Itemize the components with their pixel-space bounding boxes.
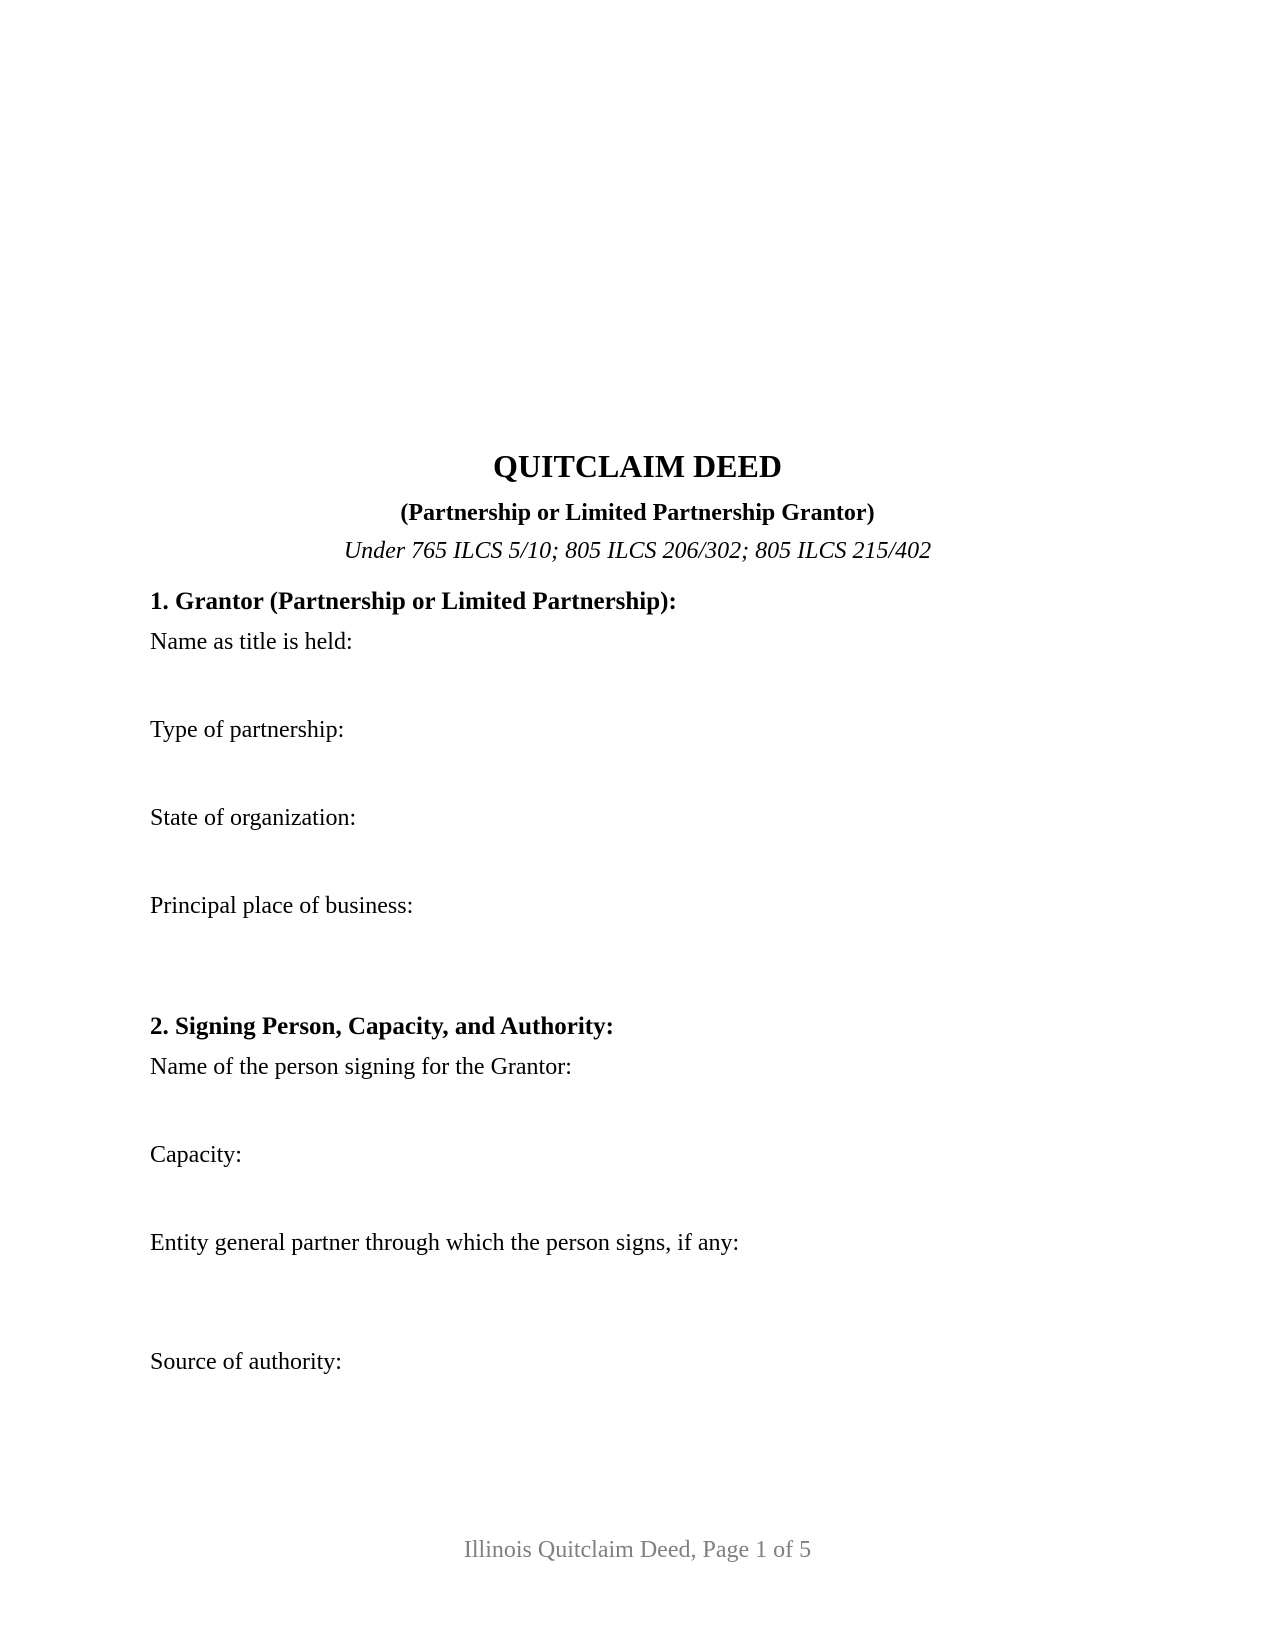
entity-general-partner-label: Entity general partner through which the person signs, if any: [150, 1230, 740, 1256]
page-footer: Illinois Quitclaim Deed, Page 1 of 5 [463, 1537, 812, 1563]
state-of-organization-label: State of organization: [150, 805, 357, 831]
source-of-authority-label: Source of authority: [150, 1349, 342, 1375]
document-title: QUITCLAIM DEED [493, 448, 782, 484]
partnership-type-label: Type of partnership: [150, 717, 345, 743]
section-2-heading: 2. Signing Person, Capacity, and Authority: [150, 1013, 614, 1040]
capacity-label: Capacity: [150, 1142, 242, 1168]
document-subtitle: (Partnership or Limited Partnership Grantor) [400, 500, 875, 526]
principal-place-of-business-label: Principal place of business: [150, 893, 414, 919]
section-1-heading: 1. Grantor (Partnership or Limited Partnership): [150, 588, 677, 615]
statute-reference: Under 765 ILCS 5/10; 805 ILCS 206/302; 805 ILCS 215/402 [343, 538, 932, 564]
signer-name-label: Name of the person signing for the Grantor: [150, 1054, 572, 1080]
grantor-name-label: Name as title is held: [150, 629, 353, 655]
